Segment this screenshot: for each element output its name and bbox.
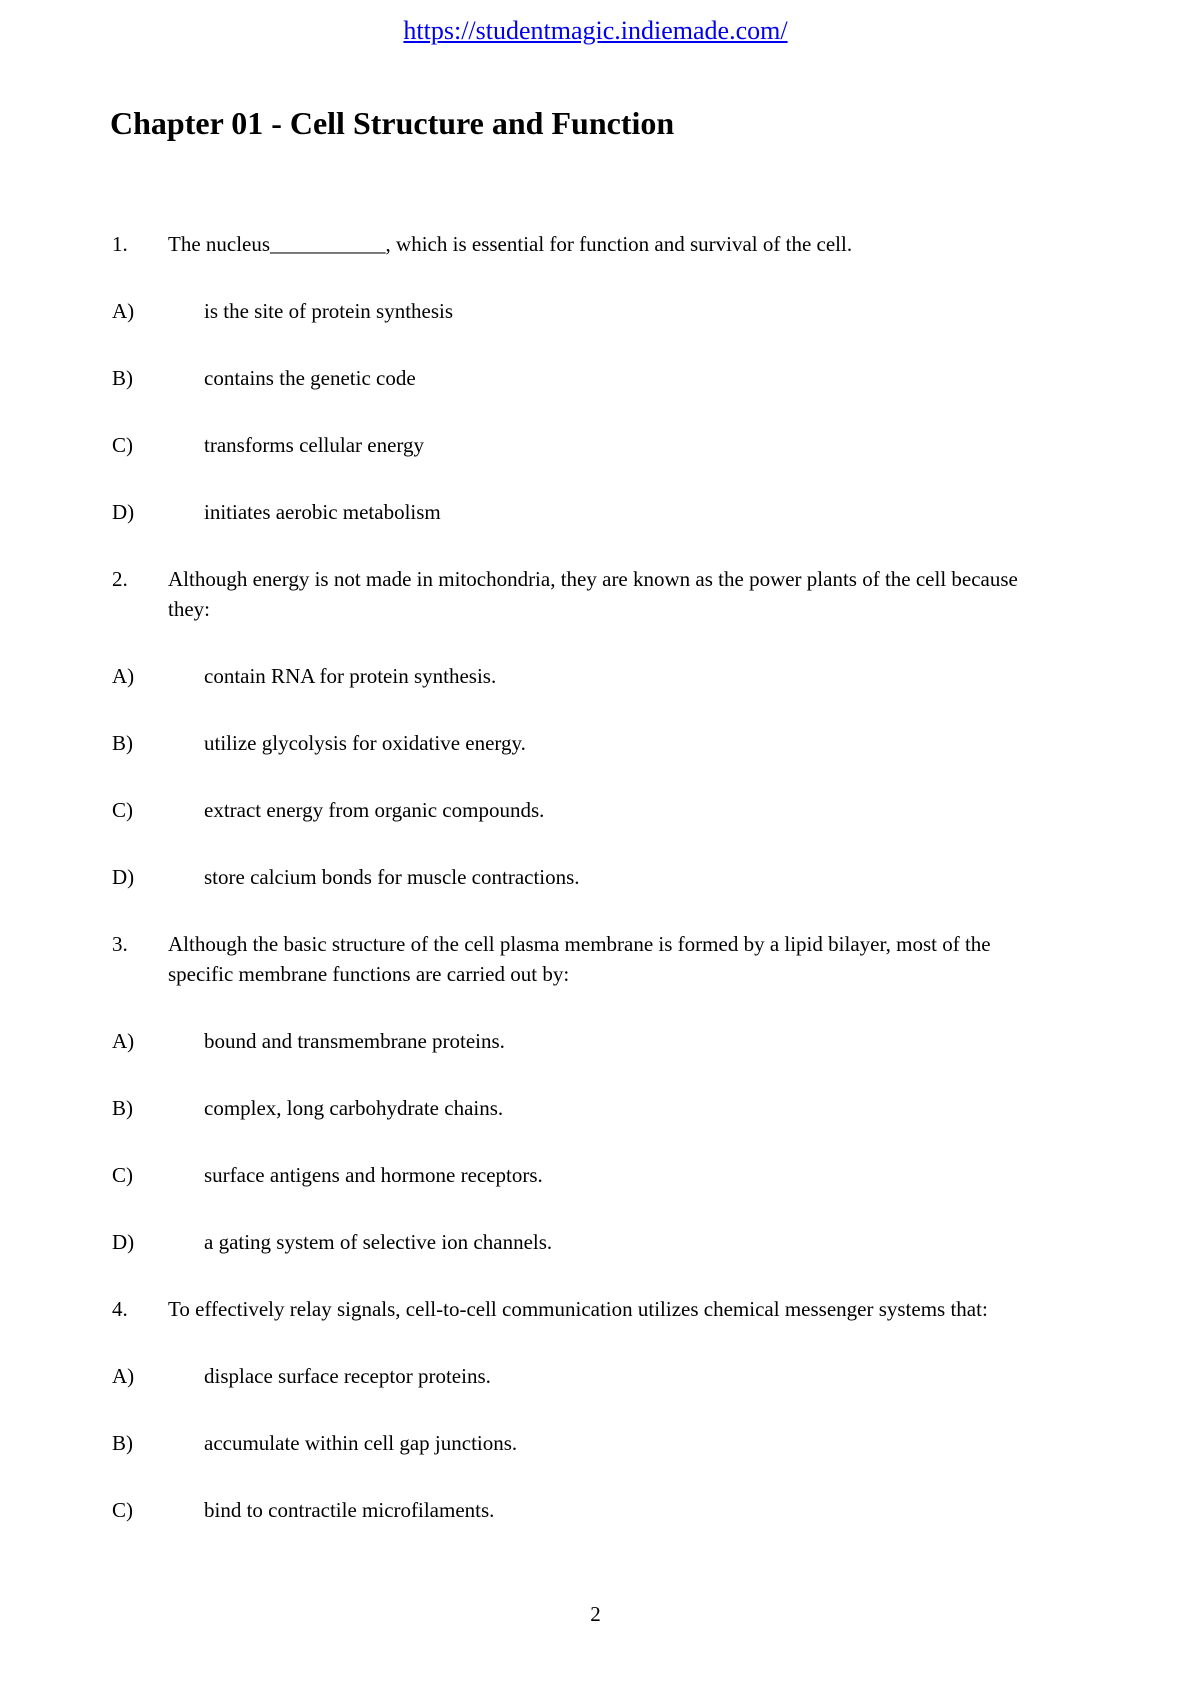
option-text: initiates aerobic metabolism xyxy=(204,500,441,524)
question-number: 3. xyxy=(112,932,128,956)
option-row xyxy=(112,1227,1071,1257)
option-text: extract energy from organic compounds. xyxy=(204,798,545,822)
option-letter: C) xyxy=(112,798,133,822)
option-row xyxy=(112,661,1071,691)
option-letter: C) xyxy=(112,1498,133,1522)
option-text: contains the genetic code xyxy=(204,366,416,390)
option-row xyxy=(112,1361,1071,1391)
option-letter: B) xyxy=(112,1431,133,1455)
question-row xyxy=(112,929,1071,989)
option-row xyxy=(112,363,1071,393)
option-row xyxy=(112,728,1071,758)
question-row xyxy=(112,1294,1071,1324)
header-url-line xyxy=(0,0,1191,47)
option-row xyxy=(112,296,1071,326)
option-text: surface antigens and hormone receptors. xyxy=(204,1163,543,1187)
option-text: complex, long carbohydrate chains. xyxy=(204,1096,504,1120)
option-row xyxy=(112,1093,1071,1123)
question-text: Although the basic structure of the cell plasma membrane is formed by a lipid bilayer, most of the specific membrane functions are carried out by: xyxy=(168,932,991,986)
option-row xyxy=(112,1495,1071,1525)
question-text: To effectively relay signals, cell-to-cell communication utilizes chemical messenger systems that: xyxy=(168,1297,988,1321)
option-letter: D) xyxy=(112,1230,135,1254)
option-row xyxy=(112,1428,1071,1458)
question-number: 4. xyxy=(112,1297,128,1321)
option-letter: A) xyxy=(112,1364,135,1388)
option-text: utilize glycolysis for oxidative energy. xyxy=(204,731,526,755)
option-letter: A) xyxy=(112,299,135,323)
option-letter: B) xyxy=(112,1096,133,1120)
option-row xyxy=(112,1026,1071,1056)
option-letter: D) xyxy=(112,865,135,889)
option-row xyxy=(112,1160,1071,1190)
question-row xyxy=(112,229,1071,259)
page-title: Chapter 01 - Cell Structure and Function xyxy=(110,105,675,141)
option-row xyxy=(112,497,1071,527)
option-text: a gating system of selective ion channels. xyxy=(204,1230,553,1254)
option-row xyxy=(112,430,1071,460)
site-url-link[interactable]: https://studentmagic.indiemade.com/ xyxy=(403,16,788,45)
question-number: 1. xyxy=(112,232,128,256)
question-row xyxy=(112,564,1071,624)
option-letter: B) xyxy=(112,731,133,755)
option-letter: D) xyxy=(112,500,135,524)
page-number: 2 xyxy=(590,1602,601,1626)
option-letter: A) xyxy=(112,664,135,688)
question-text: Although energy is not made in mitochondria, they are known as the power plants of the cell because they: xyxy=(168,567,1018,621)
option-letter: C) xyxy=(112,1163,133,1187)
option-row xyxy=(112,795,1071,825)
question-list xyxy=(112,229,1071,1525)
option-text: displace surface receptor proteins. xyxy=(204,1364,491,1388)
option-text: is the site of protein synthesis xyxy=(204,299,454,323)
option-letter: A) xyxy=(112,1029,135,1053)
option-text: bind to contractile microfilaments. xyxy=(204,1498,495,1522)
option-text: transforms cellular energy xyxy=(204,433,425,457)
option-text: store calcium bonds for muscle contractions. xyxy=(204,865,580,889)
option-text: accumulate within cell gap junctions. xyxy=(204,1431,518,1455)
option-row xyxy=(112,862,1071,892)
option-text: bound and transmembrane proteins. xyxy=(204,1029,505,1053)
option-letter: C) xyxy=(112,433,133,457)
question-text: The nucleus___________, which is essential for function and survival of the cell. xyxy=(168,232,853,256)
option-text: contain RNA for protein synthesis. xyxy=(204,664,497,688)
option-letter: B) xyxy=(112,366,133,390)
question-number: 2. xyxy=(112,567,128,591)
